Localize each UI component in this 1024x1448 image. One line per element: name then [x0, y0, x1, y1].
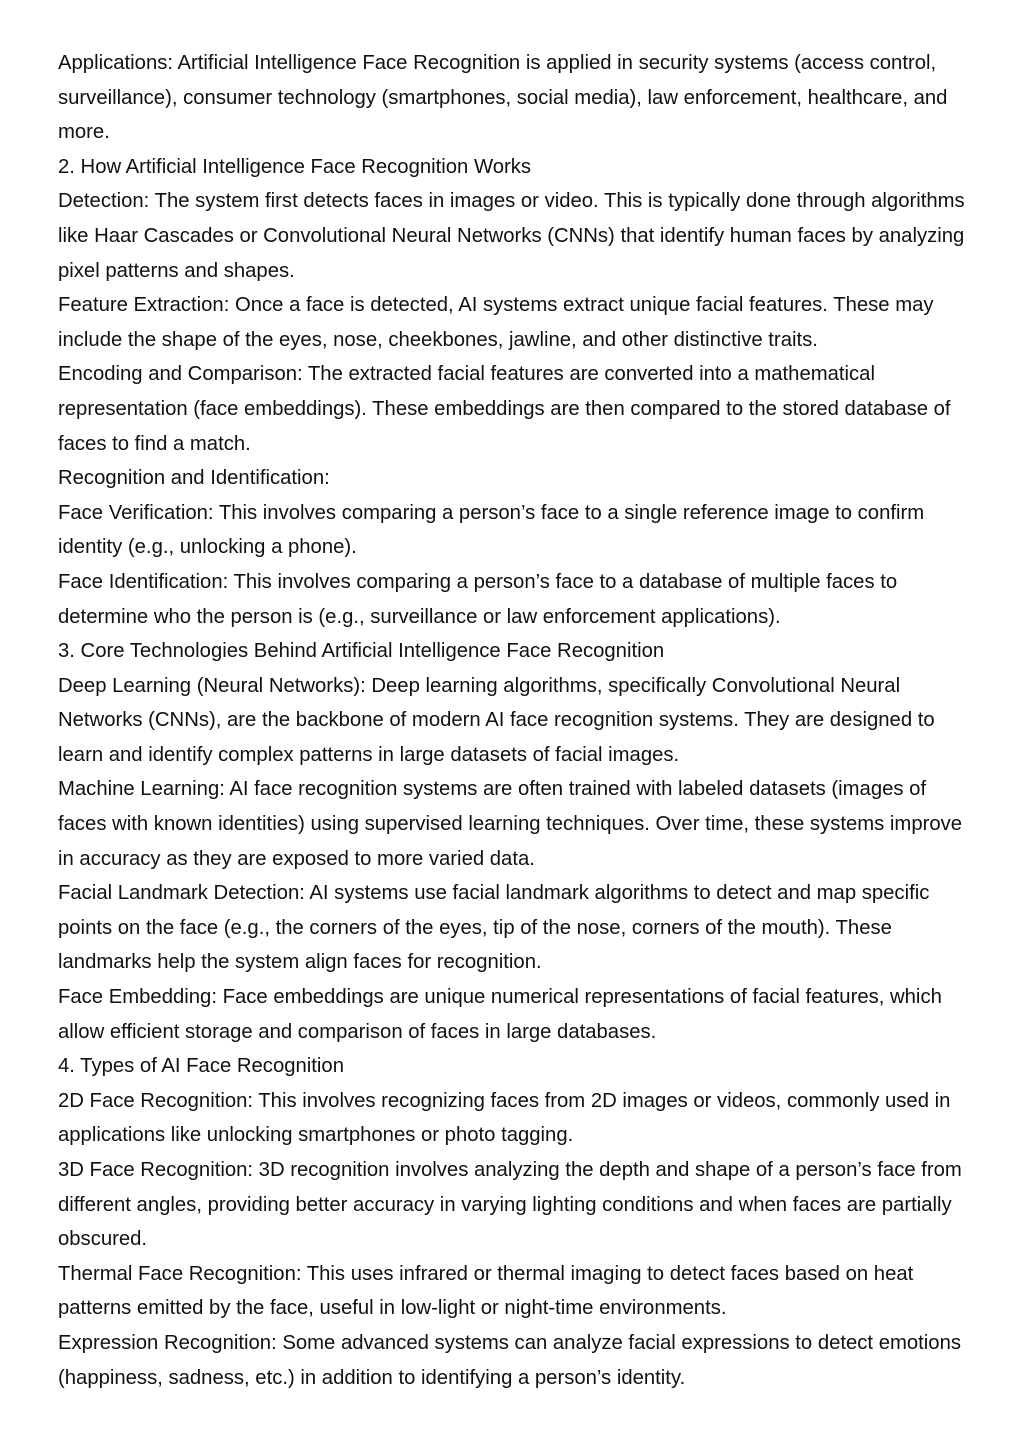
paragraph-feature-extraction: Feature Extraction: Once a face is detected, AI systems extract unique facial features. These may include the shape of the eyes, nose, cheekbones, jawline, and other distinctive traits.: [58, 294, 934, 351]
paragraph-3d-recognition: 3D Face Recognition: 3D recognition involves analyzing the depth and shape of a person’s face from different angles, providing better accuracy in varying lighting conditions and when faces are partially obscured.: [58, 1159, 962, 1251]
paragraph-deep-learning: Deep Learning (Neural Networks): Deep learning algorithms, specifically Convolutional Neural Networks (CNNs), are the backbone of modern AI face recognition systems. They are designed to learn and identify complex patterns in large datasets of facial images.: [58, 674, 935, 766]
paragraph-encoding-comparison: Encoding and Comparison: The extracted facial features are converted into a mathematical representation (face embeddings). These embeddings are then compared to the stored database of faces to find a match.: [58, 363, 951, 455]
paragraph-machine-learning: Machine Learning: AI face recognition systems are often trained with labeled datasets (images of faces with known identities) using supervised learning techniques. Over time, these systems improve in accuracy as they are exposed to more varied data.: [58, 778, 963, 870]
section-heading-how-it-works: 2. How Artificial Intelligence Face Recognition Works: [58, 155, 532, 178]
paragraph-recognition-identification: Recognition and Identification:: [58, 467, 330, 490]
paragraph-face-identification: Face Identification: This involves comparing a person’s face to a database of multiple faces to determine who the person is (e.g., surveillance or law enforcement applications).: [58, 570, 898, 628]
paragraph-thermal-recognition: Thermal Face Recognition: This uses infrared or thermal imaging to detect faces based on heat patterns emitted by the face, useful in low-light or night-time environments.: [58, 1262, 914, 1320]
paragraph-face-embedding: Face Embedding: Face embeddings are unique numerical representations of facial features, which allow efficient storage and comparison of faces in large databases.: [58, 986, 942, 1043]
paragraph-face-verification: Face Verification: This involves comparing a person’s face to a single reference image to confirm identity (e.g., unlocking a phone).: [58, 501, 925, 559]
section-heading-core-technologies: 3. Core Technologies Behind Artificial Intelligence Face Recognition: [58, 640, 665, 663]
document-body: [58, 46, 978, 1395]
paragraph-expression-recognition: Expression Recognition: Some advanced systems can analyze facial expressions to detect emotions (happiness, sadness, etc.) in addition to identifying a person’s identity.: [58, 1331, 961, 1389]
paragraph-detection: Detection: The system first detects faces in images or video. This is typically done through algorithms like Haar Cascades or Convolutional Neural Networks (CNNs) that identify human faces by analyzing pixel patterns and shapes.: [58, 190, 965, 282]
paragraph-facial-landmark-detection: Facial Landmark Detection: AI systems use facial landmark algorithms to detect and map specific points on the face (e.g., the corners of the eyes, tip of the nose, corners of the mouth). These landmarks help the system align faces for recognition.: [58, 882, 930, 974]
paragraph-applications: Applications: Artificial Intelligence Face Recognition is applied in security systems (access control, surveillance), consumer technology (smartphones, social media), law enforcement, healthcare, and more.: [58, 52, 948, 144]
paragraph-2d-recognition: 2D Face Recognition: This involves recognizing faces from 2D images or videos, commonly used in applications like unlocking smartphones or photo tagging.: [58, 1089, 951, 1147]
section-heading-types: 4. Types of AI Face Recognition: [58, 1055, 344, 1078]
